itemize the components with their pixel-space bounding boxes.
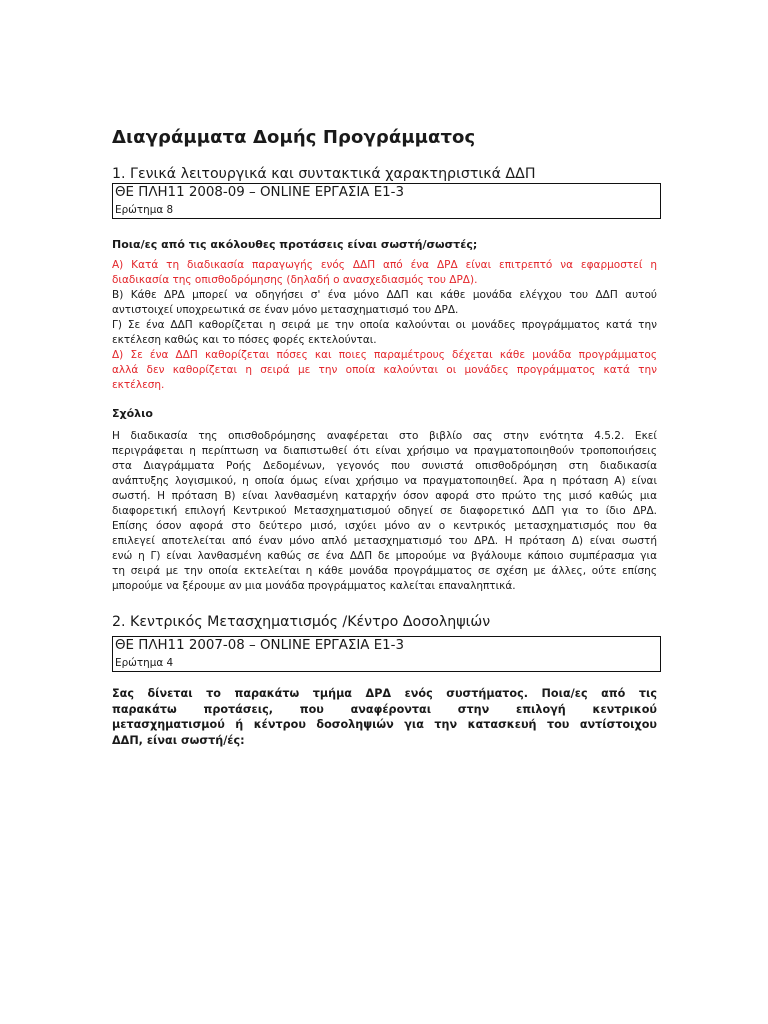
section-2-prompt-line: παρακάτω προτάσεις, που αναφέρονται στην επιλογή κεντρικού: [112, 702, 657, 716]
comment-line: ενώ η Γ) είναι λανθασμένη καθώς σε ένα ΔΔΠ δε μπορούμε να βγάλουμε κάποιο συμπέρασμα για: [112, 550, 657, 562]
section-1-options: [112, 258, 657, 393]
section-2-reference-title: ΘΕ ΠΛΗ11 2007-08 – ONLINE ΕΡΓΑΣΙΑ Ε1-3: [115, 638, 405, 653]
option-a-line: Α) Κατά τη διαδικασία παραγωγής ενός ΔΔΠ από ένα ΔΡΔ είναι επιτρεπτό να εφαρμοστεί η: [112, 259, 657, 271]
document-title: Διαγράμματα Δομής Προγράμματος: [112, 127, 476, 148]
section-2-prompt: [112, 686, 657, 748]
section-1-question-number: Ερώτημα 8: [115, 204, 174, 216]
option-b-line: Β) Κάθε ΔΡΔ μπορεί να οδηγήσει σ' ένα μόνο ΔΔΠ και κάθε μονάδα ελέγχου του ΔΔΠ αυτού: [112, 289, 657, 301]
comment-line: σωστή. Η πρόταση Β) είναι λανθασμένη καταρχήν όσον αφορά στο πρώτο της μισό καθώς μια: [112, 490, 657, 502]
section-2-heading: 2. Κεντρικός Μετασχηματισμός /Κέντρο Δοσοληψιών: [112, 614, 491, 630]
comment-line: περιγράφεται η περίπτωση να διαπιστωθεί ότι είναι χρήσιμο να πραγματοποιηθούν τροποποιήσεις: [112, 445, 657, 457]
comment-line: ανάπτυξης λογισμικού, η οποία όμως είναι χρήσιμο να πραγματοποιηθεί. Άρα η πρόταση Α) είναι: [112, 475, 657, 487]
section-2-prompt-line: ΔΔΠ, είναι σωστή/ές:: [112, 733, 245, 747]
comment-line: μπορούμε να ξέρουμε αν μια μονάδα προγράμματος καλείται επαναληπτικά.: [112, 580, 516, 592]
option-c-line: εκτέλεση καθώς και το πόσες φορές εκτελούνται.: [112, 334, 377, 346]
section-2-reference-box: [112, 636, 661, 672]
section-2-prompt-line: μετασχηματισμού ή κέντρου δοσοληψιών για την κατασκευή του αντίστοιχου: [112, 718, 657, 731]
section-1-reference-box: [112, 183, 661, 219]
comment-line: Η διαδικασία της οπισθοδρόμησης αναφέρεται στο βιβλίο σας στην ενότητα 4.5.2. Εκεί: [112, 430, 657, 442]
comment-line: τη σειρά με την οποία εκτελείται η κάθε μονάδα προγράμματος σε σχέση με άλλες, ούτε επίσης: [112, 565, 657, 577]
option-d-line: Δ) Σε ένα ΔΔΠ καθορίζεται πόσες και ποιες παραμέτρους δέχεται κάθε μονάδα προγράμματος: [112, 349, 657, 361]
comment-heading: Σχόλιο: [112, 407, 153, 420]
section-1-reference-title: ΘΕ ΠΛΗ11 2008-09 – ONLINE ΕΡΓΑΣΙΑ Ε1-3: [115, 185, 405, 200]
comment-line: διαφορετική επιλογή Κεντρικού Μετασχηματισμού οδηγεί σε διαφορετικό ΔΔΠ για το ίδιο ΔΡΔ.: [112, 505, 657, 517]
comment-line: Επίσης όσον αφορά στο δεύτερο μισό, ισχύει μόνο αν ο κεντρικός μετασχηματισμός που θα: [112, 520, 657, 532]
comment-body: [112, 429, 657, 594]
section-1-heading: 1. Γενικά λειτουργικά και συντακτικά χαρακτηριστικά ΔΔΠ: [112, 166, 536, 182]
comment-line: επιλεγεί αποτελείται από έναν μόνο απλό μετασχηματισμό του ΔΡΔ. Η πρόταση Δ) είναι σωστή: [112, 535, 657, 547]
option-d-line: εκτέλεση.: [112, 379, 165, 391]
comment-line: στα Διαγράμματα Ροής Δεδομένων, γεγονός που συνιστά οπισθοδρόμηση στη διαδικασία: [112, 460, 657, 472]
section-2-prompt-line: Σας δίνεται το παρακάτω τμήμα ΔΡΔ ενός συστήματος. Ποια/ες από τις: [112, 687, 657, 700]
section-1-prompt: Ποια/ες από τις ακόλουθες προτάσεις είναι σωστή/σωστές;: [112, 238, 478, 251]
option-d-line: αλλά δεν καθορίζεται η σειρά με την οποία καλούνται οι μονάδες προγράμματος κατά την: [112, 364, 657, 376]
section-2-question-number: Ερώτημα 4: [115, 657, 174, 669]
option-b-line: αντιστοιχεί υποχρεωτικά σε έναν μόνο μετασχηματισμό του ΔΡΔ.: [112, 304, 459, 316]
option-c-line: Γ) Σε ένα ΔΔΠ καθορίζεται η σειρά με την οποία καλούνται οι μονάδες προγράμματος κατά την: [112, 319, 657, 331]
option-a-line: διαδικασία της οπισθοδρόμησης (δηλαδή ο ανασχεδιασμός του ΔΡΔ).: [112, 274, 478, 286]
